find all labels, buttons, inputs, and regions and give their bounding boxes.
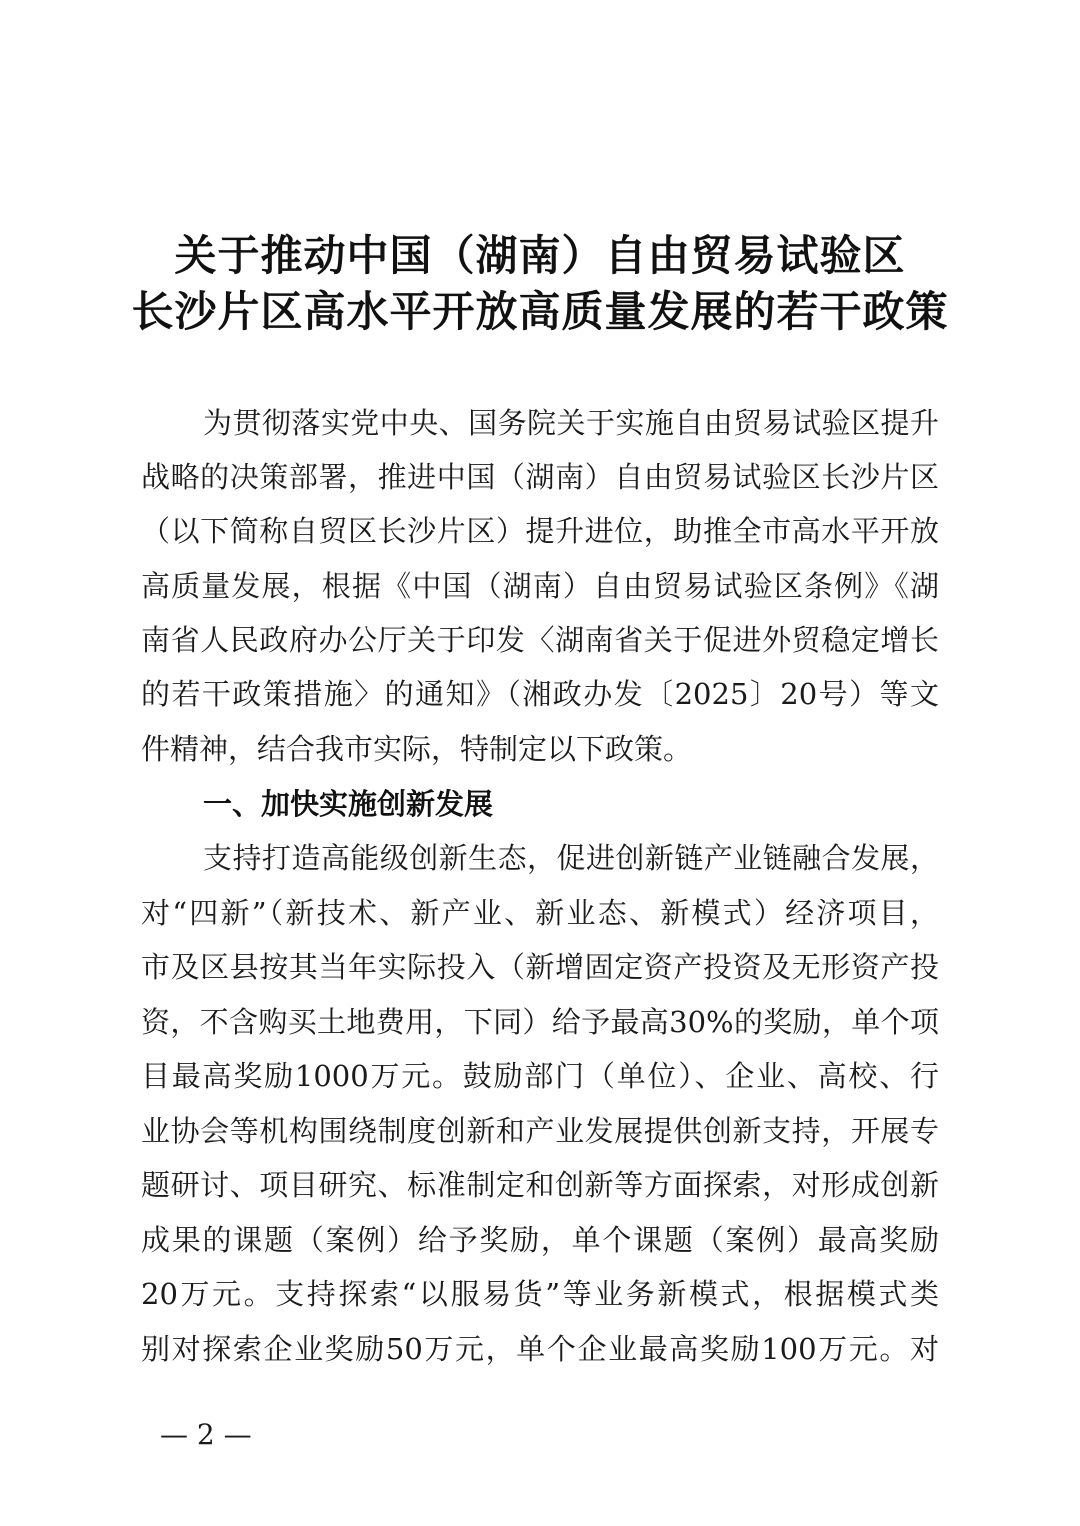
section-paragraph-line: 资，不含购买土地费用，下同）给予最高30%的奖励，单个项 — [141, 1005, 939, 1039]
section-paragraph-line: 业协会等机构围绕制度创新和产业发展提供创新支持，开展专 — [141, 1114, 939, 1148]
section-paragraph-line: 20万元。支持探索“以服易货”等业务新模式，根据模式类 — [141, 1277, 939, 1311]
intro-paragraph-line: （以下简称自贸区长沙片区）提升进位，助推全市高水平开放 — [141, 514, 939, 548]
document-title-line-1: 关于推动中国（湖南）自由贸易试验区 — [174, 231, 906, 280]
intro-paragraph-line: 南省人民政府办公厅关于印发〈湖南省关于促进外贸稳定增长 — [141, 623, 939, 657]
intro-paragraph-line: 件精神，结合我市实际，特制定以下政策。 — [141, 732, 693, 766]
document-title-line-2: 长沙片区高水平开放高质量发展的若干政策 — [131, 287, 949, 336]
section-heading: 一、加快实施创新发展 — [203, 787, 494, 821]
section-paragraph-line: 支持打造高能级创新生态，促进创新链产业链融合发展， — [203, 841, 939, 875]
intro-paragraph-line: 高质量发展，根据《中国（湖南）自由贸易试验区条例》《湖 — [141, 569, 939, 603]
section-paragraph-line: 题研讨、项目研究、标准制定和创新等方面探索，对形成创新 — [141, 1168, 939, 1202]
intro-paragraph-line: 为贯彻落实党中央、国务院关于实施自由贸易试验区提升 — [203, 406, 939, 440]
page-number: — 2 — — [160, 1418, 252, 1451]
section-paragraph-line: 目最高奖励1000万元。鼓励部门（单位）、企业、高校、行 — [141, 1059, 939, 1093]
intro-paragraph-line: 的若干政策措施〉的通知》（湘政办发〔2025〕20号）等文 — [141, 677, 939, 711]
section-paragraph-line: 别对探索企业奖励50万元，单个企业最高奖励100万元。对 — [141, 1332, 939, 1366]
intro-paragraph-line: 战略的决策部署，推进中国（湖南）自由贸易试验区长沙片区 — [141, 460, 939, 494]
section-paragraph-line: 市及区县按其当年实际投入（新增固定资产投资及无形资产投 — [141, 950, 939, 984]
section-paragraph-line: 成果的课题（案例）给予奖励，单个课题（案例）最高奖励 — [141, 1223, 939, 1257]
section-paragraph-line: 对“四新”（新技术、新产业、新业态、新模式）经济项目， — [141, 896, 939, 930]
